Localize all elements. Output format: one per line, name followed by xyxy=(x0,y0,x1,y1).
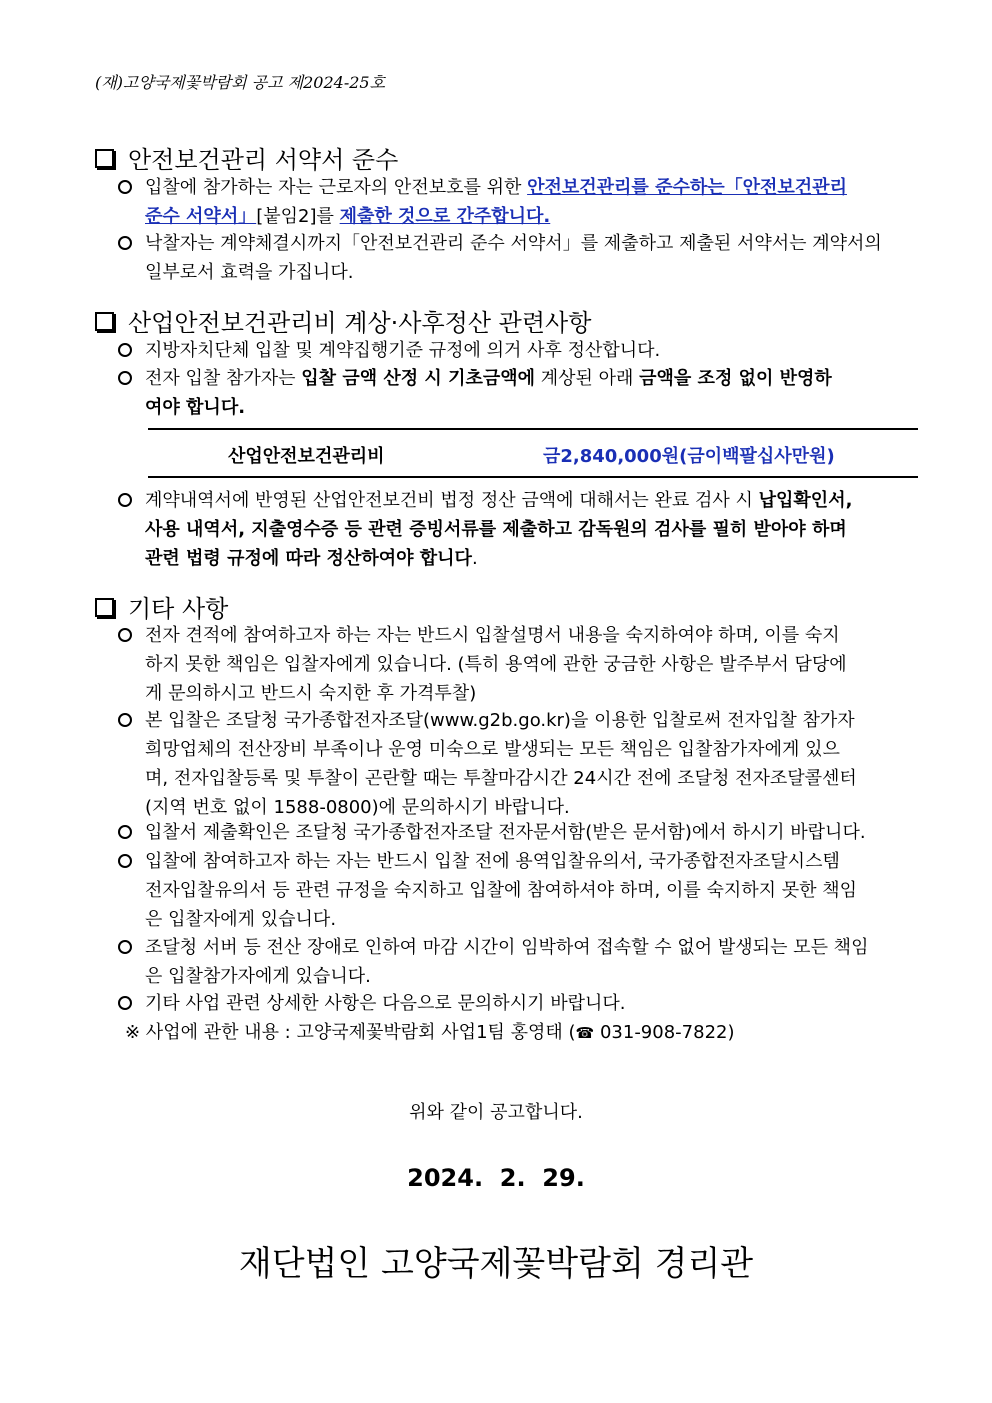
checkbox-icon xyxy=(95,149,114,168)
circle-bullet-icon xyxy=(118,493,132,507)
list-item: 입찰서 제출확인은 조달청 국가종합전자조달 전자문서함(받은 문서함)에서 하시기 바랍니다. xyxy=(118,818,920,847)
circle-bullet-icon xyxy=(118,236,132,250)
phone-icon: ☎ xyxy=(575,1024,595,1042)
section-title-etc: 기타 사항 xyxy=(95,589,228,624)
circle-bullet-icon xyxy=(118,343,132,357)
cost-amount: 금2,840,000원(금이백팔십사만원) xyxy=(543,446,835,467)
list-item: 계약내역서에 반영된 산업안전보건비 법정 정산 금액에 대해서는 완료 검사 시 납입확인서, 사용 내역서, 지출영수증 등 관련 증빙서류를 제출하고 감독원의 검사를 필히 받아야 하며 관련 법령 규정에 따라 정산하여야 합니다. xyxy=(118,486,920,573)
list-item: 기타 사업 관련 상세한 사항은 다음으로 문의하시기 바랍니다. xyxy=(118,989,920,1018)
checkbox-icon xyxy=(95,598,114,617)
checkbox-icon xyxy=(95,312,114,331)
section-title-safety: 안전보건관리 서약서 준수 xyxy=(95,140,398,175)
notice-date: 2024. 2. 29. xyxy=(407,1164,585,1192)
contact-note: ※ 사업에 관한 내용 : 고양국제꽃박람회 사업1팀 홍영태 (☎ 031-908-7822) xyxy=(125,1022,735,1043)
list-item: 입찰에 참여하고자 하는 자는 반드시 입찰 전에 용역입찰유의서, 국가종합전자조달시스템 전자입찰유의서 등 관련 규정을 숙지하고 입찰에 참여하셔야 하며, 이를 숙지하지 못한 책임 은 입찰자에게 있습니다. xyxy=(118,847,920,934)
issuer-signature: 재단법인 고양국제꽃박람회 경리관 xyxy=(238,1244,754,1284)
list-item: 입찰에 참가하는 자는 근로자의 안전보호를 위한 안전보건관리를 준수하는「안전보건관리 준수 서약서」[붙임2]를 제출한 것으로 간주합니다. xyxy=(118,173,920,231)
circle-bullet-icon xyxy=(118,371,132,385)
circle-bullet-icon xyxy=(118,996,132,1010)
circle-bullet-icon xyxy=(118,854,132,868)
list-item: 지방자치단체 입찰 및 계약집행기준 규정에 의거 사후 정산합니다. xyxy=(118,336,920,365)
section-title-cost: 산업안전보건관리비 계상·사후정산 관련사항 xyxy=(95,303,591,338)
closing-statement: 위와 같이 공고합니다. xyxy=(409,1102,583,1123)
list-item: 전자 견적에 참여하고자 하는 자는 반드시 입찰설명서 내용을 숙지하여야 하며, 이를 숙지 하지 못한 책임은 입찰자에게 있습니다. (특히 용역에 관한 궁금한 사항은 발주부서 담당에 게 문의하시고 반드시 숙지한 후 가격투찰) xyxy=(118,621,920,708)
cost-table xyxy=(148,428,918,478)
notice-number: (재)고양국제꽃박람회 공고 제2024-25호 xyxy=(95,73,386,92)
list-item: 조달청 서버 등 전산 장애로 인하여 마감 시간이 임박하여 접속할 수 없어 발생되는 모든 책임 은 입찰참가자에게 있습니다. xyxy=(118,933,920,991)
circle-bullet-icon xyxy=(118,628,132,642)
circle-bullet-icon xyxy=(118,825,132,839)
circle-bullet-icon xyxy=(118,713,132,727)
circle-bullet-icon xyxy=(118,940,132,954)
cost-label: 산업안전보건관리비 xyxy=(228,446,385,467)
list-item: 본 입찰은 조달청 국가종합전자조달(www.g2b.go.kr)을 이용한 입찰로써 전자입찰 참가자 희망업체의 전산장비 부족이나 운영 미숙으로 발생되는 모든 책임은 입찰참가자에게 있으 며, 전자입찰등록 및 투찰이 곤란할 때는 투찰마감시간 24시간 전에 조달청 전자조달콜센터 (지역 번호 없이 1588-0800)에 문의하시기 바랍니다. xyxy=(118,706,920,822)
circle-bullet-icon xyxy=(118,180,132,194)
list-item: 전자 입찰 참가자는 입찰 금액 산정 시 기초금액에 계상된 아래 금액을 조정 없이 반영하 여야 합니다. xyxy=(118,364,920,422)
list-item: 낙찰자는 계약체결시까지「안전보건관리 준수 서약서」를 제출하고 제출된 서약서는 계약서의 일부로서 효력을 가집니다. xyxy=(118,229,920,287)
